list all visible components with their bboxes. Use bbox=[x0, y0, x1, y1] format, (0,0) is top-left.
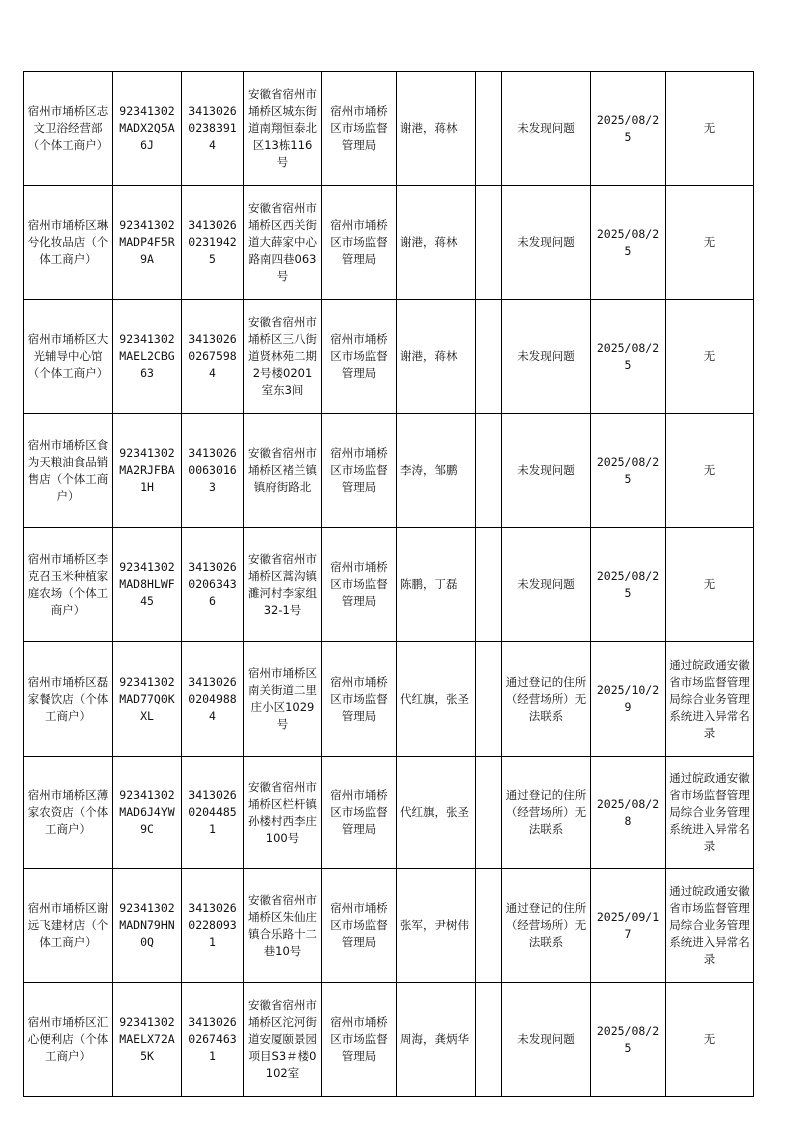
date-cell: 2025/10/29 bbox=[591, 642, 666, 757]
address-cell: 安徽省宿州市埇桥区城东街道南翔恒泰北区13栋116号 bbox=[244, 72, 322, 186]
result-cell: 未发现问题 bbox=[502, 528, 591, 642]
blank-cell bbox=[476, 983, 502, 1097]
authority-cell: 宿州市埇桥区市场监督管理局 bbox=[322, 186, 397, 300]
blank-cell bbox=[476, 642, 502, 757]
handling-cell: 通过皖政通安徽省市场监督管理局综合业务管理系统进入异常名录 bbox=[666, 757, 754, 869]
table-row bbox=[24, 72, 768, 186]
address-cell: 宿州市埇桥区南关街道二里庄小区1029号 bbox=[244, 642, 322, 757]
address-cell: 安徽省宿州市埇桥区蒿沟镇濉河村李家组32-1号 bbox=[244, 528, 322, 642]
table-row bbox=[24, 300, 768, 414]
inspectors-cell: 陈鹏，丁磊 bbox=[397, 528, 476, 642]
date-cell: 2025/08/25 bbox=[591, 414, 666, 528]
business-name-cell: 宿州市埇桥区李克召玉米种植家庭农场（个体工商户） bbox=[24, 528, 113, 642]
registration-number-cell: 341302602280931 bbox=[182, 869, 244, 983]
authority-cell: 宿州市埇桥区市场监督管理局 bbox=[322, 869, 397, 983]
business-name-cell: 宿州市埇桥区志文卫浴经营部（个体工商户） bbox=[24, 72, 113, 186]
handling-cell: 无 bbox=[666, 186, 754, 300]
date-cell: 2025/08/25 bbox=[591, 186, 666, 300]
registration-number-cell: 341302602063436 bbox=[182, 528, 244, 642]
inspectors-cell: 张军，尹树伟 bbox=[397, 869, 476, 983]
result-cell: 未发现问题 bbox=[502, 983, 591, 1097]
business-name-cell: 宿州市埇桥区汇心便利店（个体工商户） bbox=[24, 983, 113, 1097]
blank-cell bbox=[476, 757, 502, 869]
result-cell: 未发现问题 bbox=[502, 300, 591, 414]
credit-code-cell: 92341302MAD8HLWF45 bbox=[113, 528, 182, 642]
date-cell: 2025/08/28 bbox=[591, 757, 666, 869]
credit-code-cell: 92341302MADN79HN0Q bbox=[113, 869, 182, 983]
inspectors-cell: 代红旗，张圣 bbox=[397, 757, 476, 869]
table-row bbox=[24, 869, 768, 983]
blank-cell bbox=[476, 186, 502, 300]
authority-cell: 宿州市埇桥区市场监督管理局 bbox=[322, 72, 397, 186]
authority-cell: 宿州市埇桥区市场监督管理局 bbox=[322, 528, 397, 642]
table-row bbox=[24, 642, 768, 757]
registration-number-cell: 341302602674631 bbox=[182, 983, 244, 1097]
credit-code-cell: 92341302MAELX72A5K bbox=[113, 983, 182, 1097]
handling-cell: 无 bbox=[666, 528, 754, 642]
result-cell: 未发现问题 bbox=[502, 414, 591, 528]
authority-cell: 宿州市埇桥区市场监督管理局 bbox=[322, 983, 397, 1097]
address-cell: 安徽省宿州市埇桥区栏杆镇孙楼村西李庄100号 bbox=[244, 757, 322, 869]
table-row bbox=[24, 528, 768, 642]
inspectors-cell: 代红旗，张圣 bbox=[397, 642, 476, 757]
date-cell: 2025/08/25 bbox=[591, 983, 666, 1097]
handling-cell: 无 bbox=[666, 983, 754, 1097]
registration-number-cell: 341302602675984 bbox=[182, 300, 244, 414]
business-name-cell: 宿州市埇桥区大光辅导中心馆（个体工商户） bbox=[24, 300, 113, 414]
inspectors-cell: 谢港，蒋林 bbox=[397, 72, 476, 186]
blank-cell bbox=[476, 528, 502, 642]
inspectors-cell: 谢港，蒋林 bbox=[397, 300, 476, 414]
business-name-cell: 宿州市埇桥区食为天粮油食品销售店（个体工商户） bbox=[24, 414, 113, 528]
table-row bbox=[24, 757, 768, 869]
authority-cell: 宿州市埇桥区市场监督管理局 bbox=[322, 642, 397, 757]
date-cell: 2025/08/25 bbox=[591, 528, 666, 642]
date-cell: 2025/08/25 bbox=[591, 300, 666, 414]
result-cell: 未发现问题 bbox=[502, 72, 591, 186]
result-cell: 通过登记的住所（经营场所）无法联系 bbox=[502, 869, 591, 983]
address-cell: 安徽省宿州市埇桥区三八街道贤林苑二期2号楼0201室东3间 bbox=[244, 300, 322, 414]
table-row bbox=[24, 983, 768, 1097]
credit-code-cell: 92341302MA2RJFBA1H bbox=[113, 414, 182, 528]
authority-cell: 宿州市埇桥区市场监督管理局 bbox=[322, 300, 397, 414]
result-cell: 通过登记的住所（经营场所）无法联系 bbox=[502, 757, 591, 869]
business-name-cell: 宿州市埇桥区磊家餐饮店（个体工商户） bbox=[24, 642, 113, 757]
date-cell: 2025/09/17 bbox=[591, 869, 666, 983]
registration-number-cell: 341302602383914 bbox=[182, 72, 244, 186]
table-row bbox=[24, 186, 768, 300]
date-cell: 2025/08/25 bbox=[591, 72, 666, 186]
result-cell: 未发现问题 bbox=[502, 186, 591, 300]
inspectors-cell: 谢港，蒋林 bbox=[397, 186, 476, 300]
business-name-cell: 宿州市埇桥区谢远飞建材店（个体工商户） bbox=[24, 869, 113, 983]
credit-code-cell: 92341302MAEL2CBG63 bbox=[113, 300, 182, 414]
credit-code-cell: 92341302MAD77Q0KXL bbox=[113, 642, 182, 757]
result-cell: 通过登记的住所（经营场所）无法联系 bbox=[502, 642, 591, 757]
handling-cell: 无 bbox=[666, 300, 754, 414]
credit-code-cell: 92341302MADX2Q5A6J bbox=[113, 72, 182, 186]
business-name-cell: 宿州市埇桥区琳兮化妆品店（个体工商户） bbox=[24, 186, 113, 300]
authority-cell: 宿州市埇桥区市场监督管理局 bbox=[322, 757, 397, 869]
table-row bbox=[24, 414, 768, 528]
address-cell: 安徽省宿州市埇桥区西关街道大薛家中心路南四巷063号 bbox=[244, 186, 322, 300]
credit-code-cell: 92341302MAD6J4YW9C bbox=[113, 757, 182, 869]
table-body bbox=[24, 72, 768, 1097]
handling-cell: 无 bbox=[666, 72, 754, 186]
inspection-table bbox=[23, 71, 768, 1097]
blank-cell bbox=[476, 869, 502, 983]
handling-cell: 通过皖政通安徽省市场监督管理局综合业务管理系统进入异常名录 bbox=[666, 642, 754, 757]
business-name-cell: 宿州市埇桥区薄家农资店（个体工商户） bbox=[24, 757, 113, 869]
handling-cell: 通过皖政通安徽省市场监督管理局综合业务管理系统进入异常名录 bbox=[666, 869, 754, 983]
inspectors-cell: 周海，龚炳华 bbox=[397, 983, 476, 1097]
inspectors-cell: 李涛，邹鹏 bbox=[397, 414, 476, 528]
registration-number-cell: 341302602044851 bbox=[182, 757, 244, 869]
credit-code-cell: 92341302MADP4F5R9A bbox=[113, 186, 182, 300]
authority-cell: 宿州市埇桥区市场监督管理局 bbox=[322, 414, 397, 528]
blank-cell bbox=[476, 300, 502, 414]
registration-number-cell: 341302602049884 bbox=[182, 642, 244, 757]
registration-number-cell: 341302600630163 bbox=[182, 414, 244, 528]
blank-cell bbox=[476, 72, 502, 186]
address-cell: 安徽省宿州市埇桥区沱河街道安厦颐景园项目S3＃楼0102室 bbox=[244, 983, 322, 1097]
blank-cell bbox=[476, 414, 502, 528]
address-cell: 安徽省宿州市埇桥区朱仙庄镇合乐路十二巷10号 bbox=[244, 869, 322, 983]
address-cell: 安徽省宿州市埇桥区褚兰镇镇府街路北 bbox=[244, 414, 322, 528]
registration-number-cell: 341302602319425 bbox=[182, 186, 244, 300]
handling-cell: 无 bbox=[666, 414, 754, 528]
